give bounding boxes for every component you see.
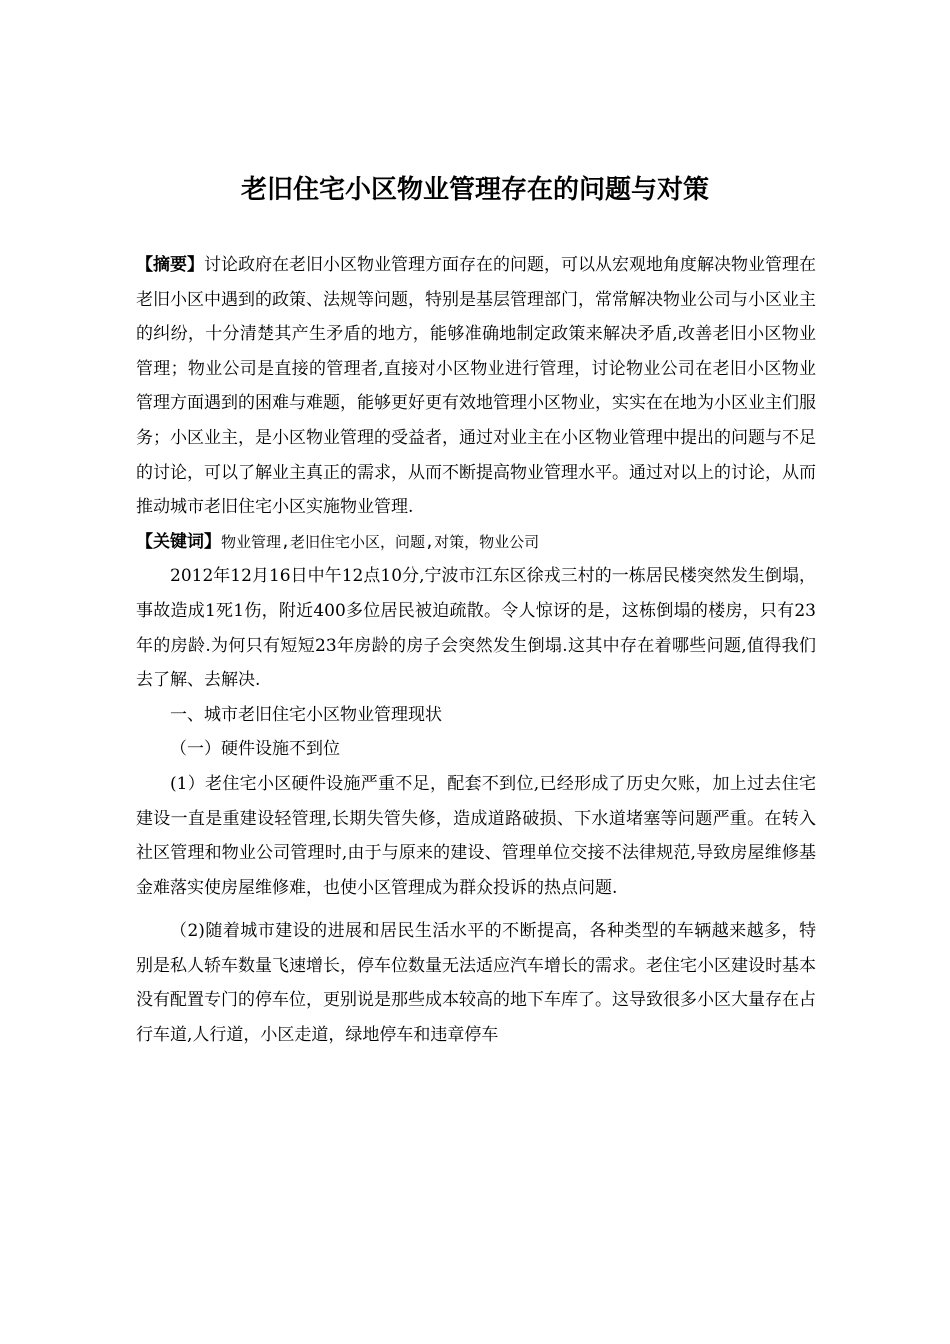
keywords-text: 物业管理,老旧住宅小区，问题,对策，物业公司 [221,532,540,551]
body-paragraph: (1）老住宅小区硬件设施严重不足，配套不到位,已经形成了历史欠账，加上过去住宅建设一直是重建设轻管理,长期失管失修，造成道路破损、下水道堵塞等问题严重。在转入社区管理和物业公司管理时,由于与原来的建设、管理单位交接不法律规范,导致房屋维修基金难落实使房屋维修难，也使小区管理成为群众投诉的热点问题. [136,773,816,898]
section-heading: 一、城市老旧住宅小区物业管理现状 [170,704,442,725]
keywords-paragraph [136,525,816,560]
abstract-text: 讨论政府在老旧小区物业管理方面存在的问题，可以从宏观地角度解决物业管理在老旧小区中遇到的政策、法规等问题，特别是基层管理部门，常常解决物业公司与小区业主的纠纷，十分清楚其产生矛盾的地方，能够准确地制定政策来解决矛盾,改善老旧小区物业管理；物业公司是直接的管理者,直接对小区物业进行管理，讨论物业公司在老旧小区物业管理方面遇到的困难与难题，能够更好更有效地管理小区物业，实实在在地为小区业主们服务；小区业主，是小区物业管理的受益者，通过对业主在小区物业管理中提出的问题与不足的讨论，可以了解业主真正的需求，从而不断提高物业管理水平。通过对以上的讨论，从而推动城市老旧住宅小区实施物业管理. [136,255,816,518]
subsection-heading: （一）硬件设施不到位 [170,739,340,760]
abstract-paragraph [136,248,816,525]
keywords-label: 【关键词】 [136,531,221,552]
body-paragraph: （2)随着城市建设的进展和居民生活水平的不断提高，各种类型的车辆越来越多，特别是私人轿车数量飞速增长，停车位数量无法适应汽车增长的需求。老住宅小区建设时基本没有配置专门的停车位，更别说是那些成本较高的地下车库了。这导致很多小区大量存在占行车道,人行道，小区走道，绿地停车和违章停车 [136,921,816,1046]
intro-paragraph: 2012年12月16日中午12点10分,宁波市江东区徐戎三村的一栋居民楼突然发生倒塌，事故造成1死1伤，附近400多位居民被迫疏散。令人惊讶的是，这栋倒塌的楼房，只有23年的房龄.为何只有短短23年房龄的房子会突然发生倒塌.这其中存在着哪些问题,值得我们去了解、去解决. [136,566,816,691]
abstract-label: 【摘要】 [136,255,204,275]
document-body [136,248,816,1053]
document-title: 老旧住宅小区物业管理存在的问题与对策 [240,175,709,205]
